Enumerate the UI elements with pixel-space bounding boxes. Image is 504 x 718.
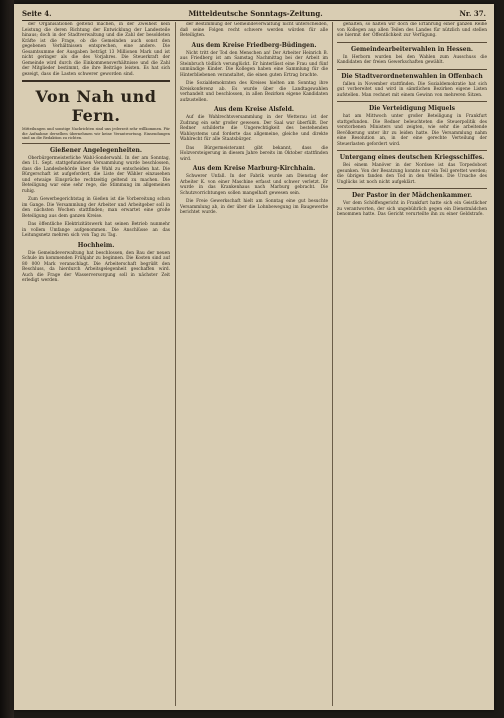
article-text: hat am Mittwoch unter großer Beteiligung in Frankfurt stattgefunden. Die Redner beleuchteten die Steuerpolitik des verstorbenen Ministers und zeigten, wie sehr die arbeitende Bevölkerung unter ihr zu leiden hatte. Die Versammlung nahm eine Resolution an, in der eine gerechte Verteilung der Steuerlasten gefordert wird. [337, 114, 487, 147]
section-rule [22, 80, 170, 82]
subheading-marburg: Aus dem Kreise Marburg-Kirchhain. [192, 165, 316, 172]
article-text: Nicht tritt der Tod den Menschen an! Der Arbeiter Heinrich B. aus Friedberg ist am Samstag Nachmittag bei der Arbeit im Steinbruch tödlich verunglückt. Er hinterlässt eine Frau und fünf unmündige Kinder. Die Kollegen haben eine Sammlung für die Hinterbliebenen veranstaltet, die einen guten Ertrag brachte. [180, 50, 328, 78]
column-3 [337, 22, 487, 706]
subheading-pastor: Der Pastor in der Mädchenkammer. [351, 192, 473, 199]
article-text: Oberbürgermeisterliche Wahl-Sonderwahl. In der am Sonntag, den 11. Sept. stattgefundenen Versammlung wurde beschlossen, dass die Landesbehörde über die Wahl zu entscheiden hat. Die Bürgerschaft ist aufgefordert, die Liste der Wähler einzusehen und etwaige Einsprüche rechtzeitig geltend zu machen. Die Beteiligung war eine sehr rege, die Stimmung im allgemeinen ruhig. [22, 155, 170, 194]
article-text: Die Sozialdemokraten des Kreises hielten am Sonntag ihre Kreiskonferenz ab. Es wurde über die Landtagswahlen verhandelt und beschlossen, in allen Bezirken eigene Kandidaten aufzustellen. [180, 81, 328, 103]
article-text: Schwerer Unfall. In der Fabrik wurde am Dienstag der Arbeiter K. von einer Maschine erfasst und schwer verletzt. Er wurde in das Krankenhaus nach Marburg gebracht. Die Schutzvorrichtungen sollen mangelhaft gewesen sein. [180, 174, 328, 196]
article-text: Die Freie Gewerkschaft hielt am Sonntag eine gut besuchte Versammlung ab, in der über die Lohnbewegung im Baugewerbe berichtet wurde. [180, 199, 328, 215]
subheading-alsfeld: Aus dem Kreise Alsfeld. [214, 106, 294, 113]
subheading-gemeindearbeiter: Gemeindearbeiterwahlen in Hessen. [350, 45, 474, 53]
issue-number: Nr. 37. [459, 8, 486, 18]
article-text: Zum Gewerbegerichtstag in Gießen ist die Vorbereitung schon im Gange. Die Versammlung der Arbeiter und Arbeitgeber soll in den nächsten Wochen stattfinden; man erwartet eine große Beteiligung aus dem ganzen Kreise. [22, 197, 170, 219]
subheading-offenbach: Die Stadtverordnetenwahlen in Offenbach [341, 72, 483, 80]
article-text: In Herborn wurden bei den Wahlen zum Ausschuss die Kandidaten der freien Gewerkschaften gewählt. [337, 54, 487, 65]
subheading-friedberg: Aus dem Kreise Friedberg-Büdingen. [191, 41, 317, 49]
divider [337, 69, 487, 70]
subheading-kriegsschiff: Untergang eines deutschen Kriegsschiffes. [339, 154, 485, 161]
section-note: Mitteilungen und sonstige Nachrichten sind uns jederzeit sehr willkommen. Für die Aufnahme derselben übernehmen wir keine Verantwortung. Einsendungen sind an die Redaktion zu richten. [22, 127, 170, 140]
column-2 [180, 22, 328, 706]
divider [337, 150, 487, 151]
article-text: gehalten, so halten wir doch die Erfahrung einer ganzen Reihe von Kollegen aus allen Teilen des Landes für nützlich und stellen sie hiermit der Öffentlichkeit zur Verfügung. [337, 22, 487, 38]
book-spine [0, 0, 14, 718]
article-text: Bei einem Manöver in der Nordsee ist das Torpedoboot gesunken. Von der Besatzung konnte nur ein Teil gerettet werden; die übrigen fanden den Tod in den Wellen. Die Ursache des Unglücks ist noch nicht aufgeklärt. [337, 163, 487, 185]
page-number: Seite 4. [22, 8, 52, 18]
newspaper-name: Mitteldeutsche Sonntags-Zeitung. [188, 8, 323, 18]
section-title: Von Nah und Fern. [35, 87, 157, 125]
column-1 [22, 22, 170, 706]
subheading-miquel: Die Verteidigung Miquels [369, 105, 455, 112]
divider [22, 143, 170, 144]
subheading-giessen: Gießener Angelegenheiten. [49, 146, 143, 154]
divider [337, 101, 487, 102]
intro-text: der Organisationen geltend machen, in der Zweiheit kein Leistung die deren Richtung der Entwicklung der Landesteile hinaus; doch in der Stadtverwaltung und die Zahl der besoldeten Kräfte ist die Frage, ob die Gemeinden auch sonst den gegebenen Verhältnissen entsprechen, eine andere. Die Gesamtsumme der Ausgaben beträgt 13 Millionen Mark und ist nicht geringer als die des Vorjahres. Die Steuerkraft der Gemeinde wird durch die Einkommensverhältnisse und die Zahl der Mitglieder bestimmt, die ihre Beiträge leisten. Es hat sich gezeigt, dass die Lasten schwerer geworden sind. [22, 22, 170, 77]
article-text: Die Gemeindeverwaltung hat beschlossen, den Bau der neuen Schule im kommenden Frühjahr zu beginnen. Die Kosten sind auf 80 000 Mark veranschlagt. Die Arbeiterschaft begrüßt den Beschluss, da hierdurch Arbeitsgelegenheit geschaffen wird. Auch die Frage der Wasserversorgung soll in nächster Zeit erledigt werden. [22, 250, 170, 283]
divider [337, 188, 487, 189]
column-rule-2 [332, 22, 333, 706]
divider [337, 42, 487, 43]
article-text: Vor dem Schöffengericht in Frankfurt hatte sich ein Geistlicher zu verantworten, der sich ungebührlich gegen ein Dienstmädchen benommen hatte. Das Gericht verurteilte ihn zu einer Geldstrafe. [337, 201, 487, 217]
newspaper-page [14, 4, 494, 710]
column-rule-1 [175, 22, 176, 706]
header-rule [22, 20, 486, 21]
article-text: fallen in November stattfinden. Die Sozialdemokratie hat sich gut vorbereitet und wird in sämtlichen Bezirken eigene Listen aufstellen. Man rechnet mit einem Gewinn von mehreren Sitzen. [337, 81, 487, 98]
page-header [22, 7, 486, 19]
article-text: Das öffentliche Elektrizitätswerk hat seinen Betrieb nunmehr in vollem Umfange aufgenommen. Die Anschlüsse an das Leitungsnetz mehren sich von Tag zu Tag. [22, 222, 170, 238]
article-text: Das Bürgermeisteramt gibt bekannt, dass die Holzversteigerung in diesem Jahre bereits im Oktober stattfinden wird. [180, 145, 328, 162]
subheading-hochheim: Hochheim. [77, 241, 115, 249]
article-text: Auf die Wahlrechtsversammlung in der Wetterau ist der Zudrang ein sehr großer gewesen. Der Saal war überfüllt. Der Redner schilderte die Ungerechtigkeit des bestehenden Wahlsystems und forderte das allgemeine, gleiche und direkte Wahlrecht für alle Staatsbürger. [180, 115, 328, 142]
article-text: der Bestimmung der Gemeindeverwaltung nicht unterscheiden, daß seine Folgen recht schwere werden würden für alle Beteiligten. [180, 22, 328, 38]
